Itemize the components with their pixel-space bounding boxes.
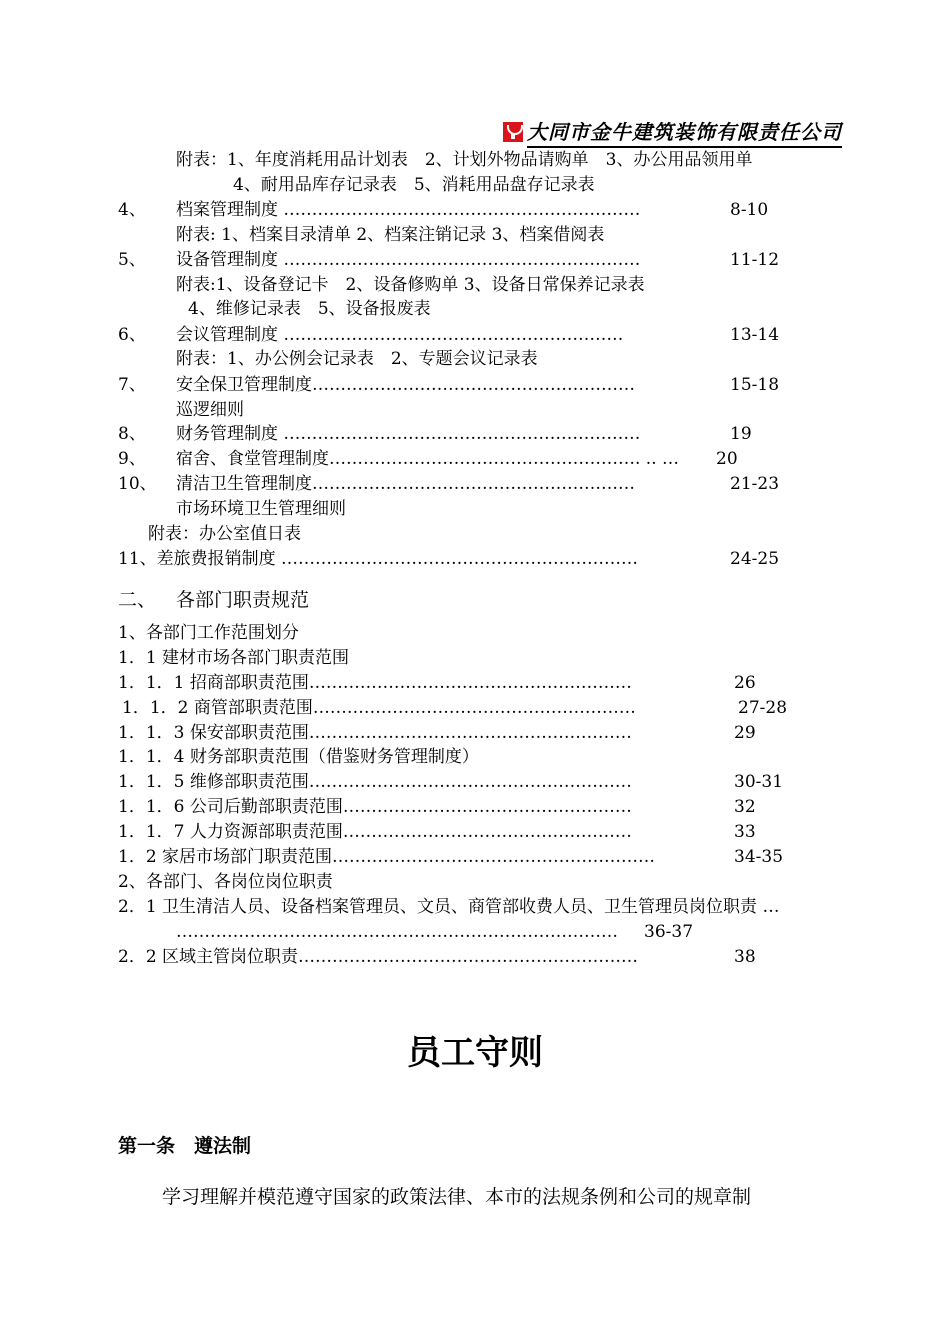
article-body: 学习理解并模范遵守国家的政策法律、本市的法规条例和公司的规章制 (162, 1186, 752, 1208)
company-logo-icon (503, 122, 523, 142)
toc-page: 19 (730, 424, 752, 444)
toc-entry: 会议管理制度 …………………………………………………… (176, 325, 624, 345)
toc-entry: …………………………………………………………………… (176, 922, 618, 942)
appendix-line: 市场环境卫生管理细则 (176, 499, 346, 519)
company-header (503, 116, 842, 148)
toc-entry: 1．1．6 公司后勤部职责范围…………………………………………… (118, 797, 632, 817)
toc-page: 33 (734, 822, 756, 842)
appendix-line: 附表：办公室值日表 (148, 524, 301, 544)
toc-number: 8、 (118, 424, 146, 444)
toc-line: 1．1．4 财务部职责范围（借鉴财务管理制度） (118, 747, 479, 767)
toc-entry: 宿舍、食堂管理制度………………………………………………. .. … (176, 449, 680, 469)
toc-page: 21-23 (730, 474, 780, 494)
toc-number: 7、 (118, 375, 146, 395)
toc-entry: 1．1．1 招商部职责范围………………………………………………… (118, 673, 632, 693)
toc-page: 32 (734, 797, 756, 817)
appendix-line: 附表: 1、档案目录清单 2、档案注销记录 3、档案借阅表 (176, 225, 605, 245)
toc-number: 5、 (118, 250, 146, 270)
article-title: 第一条 遵法制 (118, 1135, 252, 1157)
toc-entry: 财务管理制度 ……………………………………………………… (176, 424, 641, 444)
toc-entry: 安全保卫管理制度………………………………………………… (176, 375, 635, 395)
toc-entry: 设备管理制度 ……………………………………………………… (176, 250, 641, 270)
toc-line: 1．1 建材市场各部门职责范围 (118, 648, 350, 668)
toc-entry: 清洁卫生管理制度………………………………………………… (176, 474, 635, 494)
toc-page: 15-18 (730, 375, 780, 395)
toc-number: 10、 (118, 474, 157, 494)
toc-page: 29 (734, 723, 756, 743)
toc-entry: 1．1．7 人力资源部职责范围…………………………………………… (118, 822, 632, 842)
toc-page: 30-31 (734, 772, 784, 792)
toc-number: 4、 (118, 200, 146, 220)
company-name: 大同市金牛建筑装饰有限责任公司 (527, 116, 842, 148)
section-number: 二、 (118, 589, 157, 611)
toc-entry: 11、差旅费报销制度 ……………………………………………………… (118, 549, 639, 569)
toc-entry: 2．2 区域主管岗位职责…………………………………………………… (118, 947, 639, 967)
appendix-line: 附表:1、设备登记卡 2、设备修购单 3、设备日常保养记录表 (176, 275, 645, 295)
document-title: 员工守则 (407, 1033, 543, 1073)
toc-page: 8-10 (730, 200, 769, 220)
toc-number: 9、 (118, 449, 146, 469)
toc-line: 2．1 卫生清洁人员、设备档案管理员、文员、商管部收费人员、卫生管理员岗位职责 … (118, 897, 780, 917)
section-heading: 各部门职责规范 (176, 589, 310, 611)
toc-entry: 1．1．5 维修部职责范围………………………………………………… (118, 772, 632, 792)
toc-line: 2、各部门、各岗位岗位职责 (118, 872, 333, 892)
toc-page: 36-37 (644, 922, 694, 942)
toc-page: 20 (716, 449, 738, 469)
toc-entry: 档案管理制度 ……………………………………………………… (176, 200, 641, 220)
toc-number: 6、 (118, 325, 146, 345)
appendix-line: 附表：1、办公例会记录表 2、专题会议记录表 (176, 349, 538, 369)
toc-page: 13-14 (730, 325, 780, 345)
toc-entry: 1．1．2 商管部职责范围………………………………………………… (122, 698, 636, 718)
appendix-line: 附表：1、年度消耗用品计划表 2、计划外物品请购单 3、办公用品领用单 (176, 150, 753, 170)
toc-page: 34-35 (734, 847, 784, 867)
toc-page: 38 (734, 947, 756, 967)
appendix-line: 4、耐用品库存记录表 5、消耗用品盘存记录表 (233, 175, 595, 195)
toc-page: 26 (734, 673, 756, 693)
toc-entry: 1．2 家居市场部门职责范围………………………………………………… (118, 847, 656, 867)
toc-page: 11-12 (730, 250, 780, 270)
toc-page: 24-25 (730, 549, 780, 569)
toc-line: 1、各部门工作范围划分 (118, 623, 299, 643)
toc-entry: 1．1．3 保安部职责范围………………………………………………… (118, 723, 632, 743)
appendix-line: 巡逻细则 (176, 400, 244, 420)
appendix-line: 4、维修记录表 5、设备报废表 (188, 299, 431, 319)
toc-page: 27-28 (738, 698, 788, 718)
